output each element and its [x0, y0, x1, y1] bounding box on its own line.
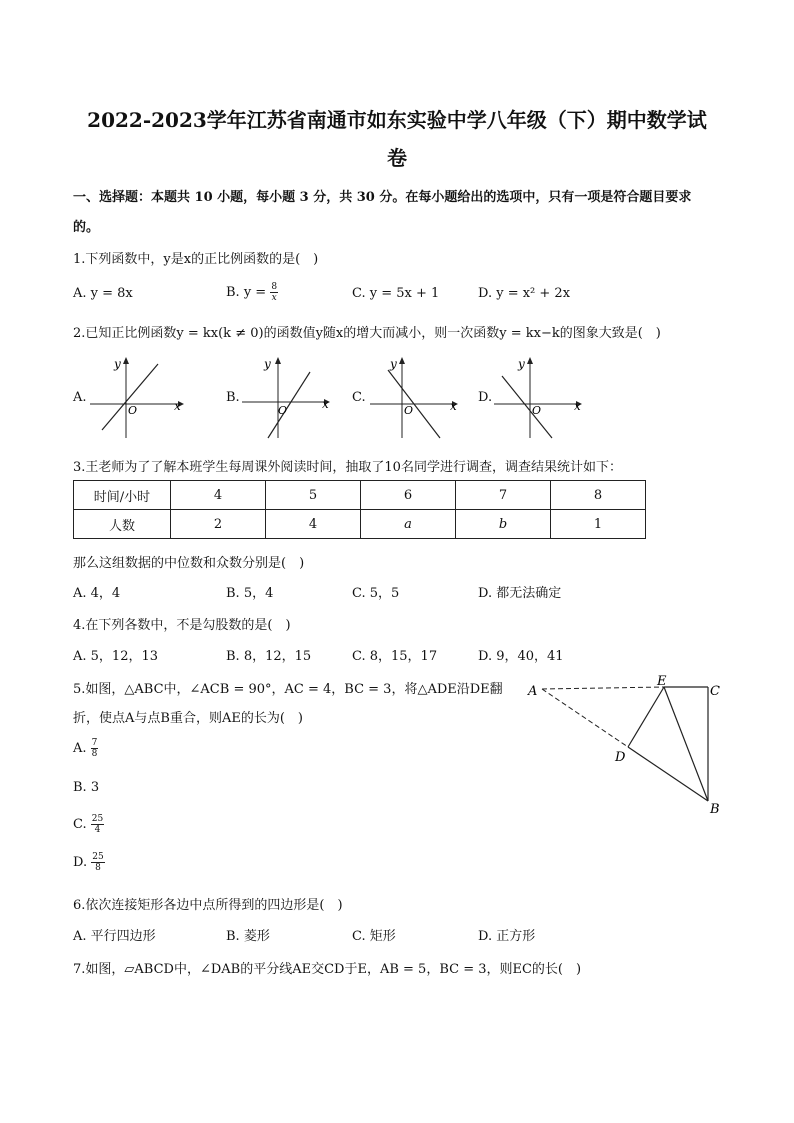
q1-option-d: D. y = x² + 2x: [478, 286, 571, 301]
q3-stem: 3.王老师为了了解本班学生每周课外阅读时间，抽取了10名同学进行调查，调查结果统计如下：: [73, 460, 622, 475]
q3-data-table: [73, 480, 646, 539]
q3-option-b: B. 5，4: [226, 586, 274, 601]
q5-point-d-label: D: [615, 750, 626, 765]
q5-option-d: [73, 852, 105, 873]
q2-graph-d-y-label: y: [518, 357, 525, 371]
q1-option-b-numerator: 8: [271, 282, 278, 292]
q2-graph-c-origin: O: [404, 404, 414, 417]
q2-graph-a-x-label: x: [174, 399, 181, 413]
table-cell: 时间/小时: [74, 481, 171, 510]
q4-option-a: A. 5，12，13: [73, 649, 159, 664]
q4-option-c: C. 8，15，17: [352, 649, 438, 664]
q3-option-a: A. 4，4: [73, 586, 121, 601]
q2-graph-c-x-label: x: [450, 399, 457, 413]
q5-point-b-label: B: [710, 802, 720, 817]
q5-option-d-label: D.: [73, 855, 88, 870]
q1-option-b-prefix: B. y =: [226, 285, 267, 300]
table-cell: 4: [266, 510, 361, 539]
q2-label-c: C.: [352, 390, 366, 405]
q2-graph-b: [240, 352, 340, 442]
table-cell: 人数: [74, 510, 171, 539]
table-cell: 7: [456, 481, 551, 510]
q5-option-a: [73, 738, 98, 759]
q5-point-e-label: E: [657, 675, 667, 689]
table-cell: 1: [551, 510, 646, 539]
q5-stem-line1: 5.如图，△ABC中，∠ACB = 90°，AC = 4，BC = 3，将△ADE沿DE翻: [73, 682, 503, 697]
q5-option-d-fraction: [91, 852, 104, 873]
q2-label-a: A.: [73, 390, 87, 405]
q2-label-b: B.: [226, 390, 240, 405]
q5-option-c-fraction: [91, 814, 104, 835]
table-cell: a: [361, 510, 456, 539]
q5-option-c-numerator: 25: [91, 814, 104, 824]
q1-option-b: [226, 282, 278, 303]
q5-option-a-fraction: [91, 738, 99, 759]
q3-option-c: C. 5，5: [352, 586, 400, 601]
table-cell: 5: [266, 481, 361, 510]
q5-option-c-denominator: 4: [94, 825, 101, 835]
q3-option-d: D. 都无法确定: [478, 586, 562, 601]
q2-label-d: D.: [478, 390, 493, 405]
q2-graph-a-origin: O: [128, 404, 138, 417]
q1-stem: 1.下列函数中，y是x的正比例函数的是( ): [73, 252, 319, 267]
q2-graph-d-origin: O: [532, 404, 542, 417]
q5-point-c-label: C: [710, 684, 720, 699]
q4-stem: 4.在下列各数中，不是勾股数的是( ): [73, 618, 291, 633]
q1-option-b-denominator: x: [271, 293, 277, 303]
table-cell: 6: [361, 481, 456, 510]
q6-stem: 6.依次连接矩形各边中点所得到的四边形是( ): [73, 898, 343, 913]
q2-graph-b-y-label: y: [264, 357, 271, 371]
q5-option-a-denominator: 8: [91, 749, 98, 759]
table-cell: b: [456, 510, 551, 539]
page-title-line1: 2022-2023学年江苏省南通市如东实验中学八年级（下）期中数学试: [87, 108, 707, 132]
q5-option-d-denominator: 8: [95, 863, 101, 873]
q4-option-b: B. 8，12，15: [226, 649, 312, 664]
table-row: [74, 481, 646, 510]
q6-option-c: C. 矩形: [352, 929, 396, 944]
q3-followup: 那么这组数据的中位数和众数分别是( ): [73, 556, 305, 571]
q2-graph-d-x-label: x: [574, 399, 581, 413]
q5-triangle-figure: [520, 675, 730, 820]
q6-option-a: A. 平行四边形: [73, 929, 156, 944]
page-title-line2: 卷: [387, 146, 407, 170]
table-cell: 8: [551, 481, 646, 510]
q5-option-b: B. 3: [73, 780, 100, 795]
q2-graph-c-y-label: y: [390, 357, 397, 371]
q2-graph-a: [88, 352, 188, 442]
table-cell: 2: [171, 510, 266, 539]
q5-stem-line2: 折，使点A与点B重合，则AE的长为( ): [73, 711, 303, 726]
q5-option-d-numerator: 25: [92, 852, 104, 862]
q2-graph-c: [368, 352, 468, 442]
q4-option-d: D. 9，40，41: [478, 649, 564, 664]
q1-option-a: A. y = 8x: [73, 286, 133, 301]
q6-option-d: D. 正方形: [478, 929, 536, 944]
q5-option-c: [73, 814, 104, 835]
q2-graph-d: [492, 352, 592, 442]
q7-stem: 7.如图，▱ABCD中，∠DAB的平分线AE交CD于E，AB = 5，BC = 3，则EC的长( ): [73, 962, 582, 977]
q5-option-c-label: C.: [73, 817, 87, 832]
section-intro-line2: 的。: [73, 220, 100, 235]
q2-stem: 2.已知正比例函数y = kx(k ≠ 0)的函数值y随x的增大而减小，则一次函数y = kx−k的图象大致是( ): [73, 326, 661, 341]
q2-graph-b-origin: O: [278, 404, 288, 417]
q5-point-a-label: A: [528, 684, 538, 699]
table-row: [74, 510, 646, 539]
q5-option-a-numerator: 7: [91, 738, 98, 748]
q5-option-a-label: A.: [73, 741, 87, 756]
q2-graph-b-x-label: x: [322, 397, 329, 411]
section-intro-line1: 一、选择题：本题共 10 小题，每小题 3 分，共 30 分。在每小题给出的选项中，只有一项是符合题目要求: [73, 190, 692, 205]
q1-option-c: C. y = 5x + 1: [352, 286, 440, 301]
q6-option-b: B. 菱形: [226, 929, 270, 944]
q2-graph-a-y-label: y: [114, 357, 121, 371]
table-cell: 4: [171, 481, 266, 510]
q1-option-b-fraction: [270, 282, 278, 303]
